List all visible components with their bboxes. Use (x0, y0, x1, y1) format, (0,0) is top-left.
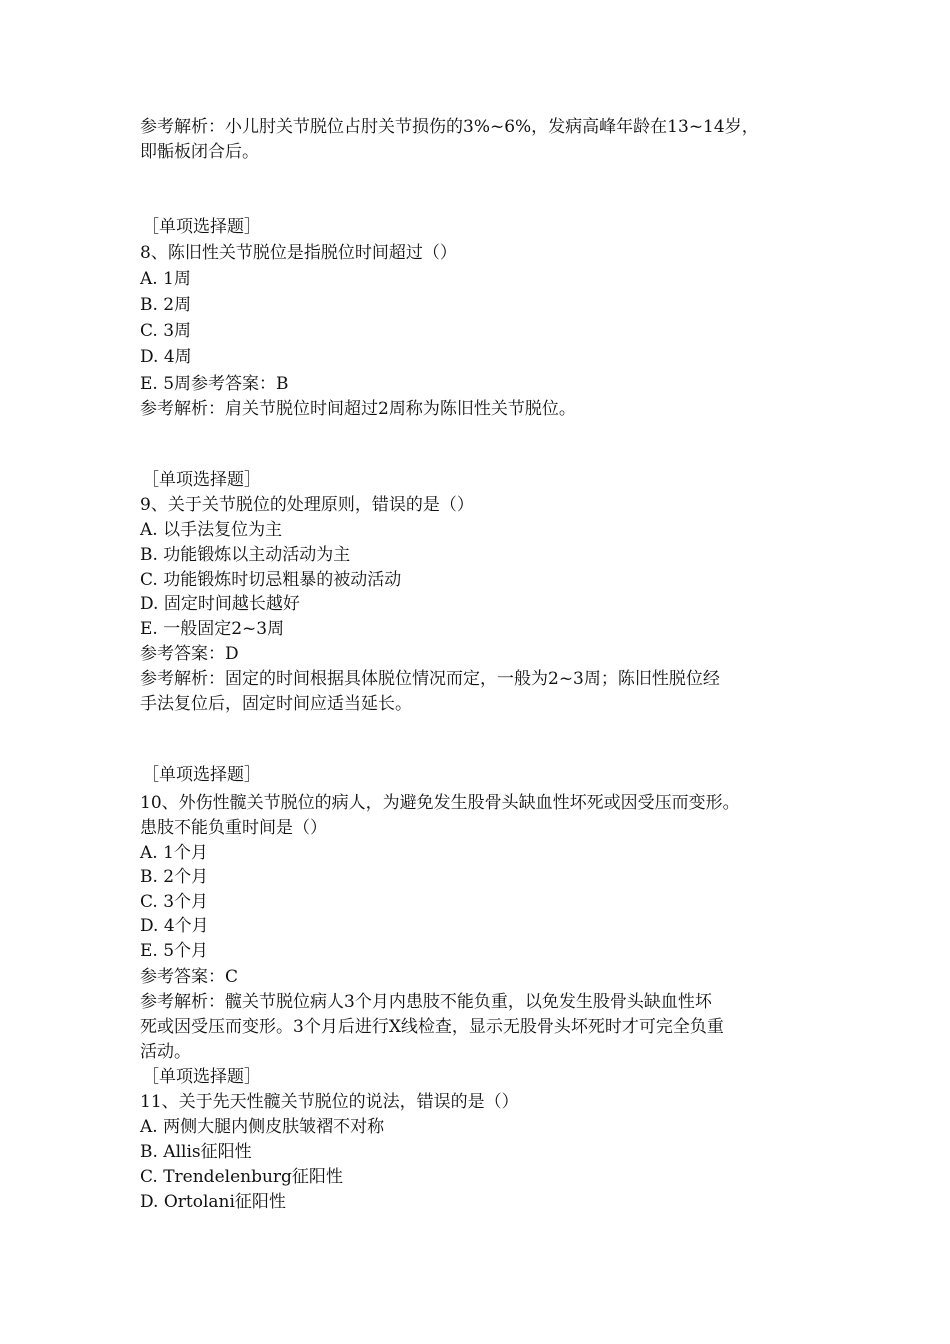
q11-option-a: A. 两侧大腿内侧皮肤皱褶不对称 (140, 1117, 385, 1137)
q10-explanation-line-2: 死或因受压而变形。3个月后进行X线检查，显示无股骨头坏死时才可完全负重 (140, 1017, 724, 1037)
q7-explanation-line-1: 参考解析：小儿肘关节脱位占肘关节损伤的3%~6%，发病高峰年龄在13~14岁， (140, 117, 759, 137)
q10-option-c: C. 3个月 (140, 892, 209, 912)
q9-explanation-line-2: 手法复位后，固定时间应适当延长。 (140, 694, 412, 714)
q10-question-line-2: 患肢不能负重时间是（） (140, 818, 327, 838)
q9-option-d: D. 固定时间越长越好 (140, 594, 300, 614)
q9-answer: 参考答案：D (140, 644, 239, 664)
q8-explanation: 参考解析：肩关节脱位时间超过2周称为陈旧性关节脱位。 (140, 399, 576, 419)
q9-option-e: E. 一般固定2~3周 (140, 619, 285, 639)
q10-type-tag: ［单项选择题］ (142, 765, 261, 785)
q8-option-b: B. 2周 (140, 295, 192, 315)
q11-option-b: B. Allis征阳性 (140, 1142, 252, 1162)
q9-question: 9、关于关节脱位的处理原则，错误的是（） (140, 495, 474, 515)
q8-option-a: A. 1周 (140, 269, 191, 289)
q9-option-c: C. 功能锻炼时切忌粗暴的被动活动 (140, 570, 402, 590)
q10-option-a: A. 1个月 (140, 843, 208, 863)
q10-option-b: B. 2个月 (140, 867, 209, 887)
q9-option-a: A. 以手法复位为主 (140, 520, 283, 540)
q8-type-tag: ［单项选择题］ (142, 217, 261, 237)
q10-question-line-1: 10、外伤性髋关节脱位的病人，为避免发生股骨头缺血性坏死或因受压而变形。 (140, 793, 740, 813)
q10-explanation-line-1: 参考解析：髋关节脱位病人3个月内患肢不能负重，以免发生股骨头缺血性坏 (140, 992, 712, 1012)
q9-option-b: B. 功能锻炼以主动活动为主 (140, 545, 351, 565)
q11-question: 11、关于先天性髋关节脱位的说法，错误的是（） (140, 1092, 519, 1112)
q8-question: 8、陈旧性关节脱位是指脱位时间超过（） (140, 243, 457, 263)
q10-option-d: D. 4个月 (140, 916, 209, 936)
q11-type-tag: ［单项选择题］ (142, 1067, 261, 1087)
q11-option-d: D. Ortolani征阳性 (140, 1192, 286, 1212)
q10-answer: 参考答案：C (140, 967, 239, 987)
q8-option-e-answer: E. 5周参考答案：B (140, 374, 289, 394)
q10-option-e: E. 5个月 (140, 941, 209, 961)
q9-explanation-line-1: 参考解析：固定的时间根据具体脱位情况而定，一般为2~3周；陈旧性脱位经 (140, 669, 720, 689)
q8-option-c: C. 3周 (140, 321, 192, 341)
q8-option-d: D. 4周 (140, 347, 192, 367)
q11-option-c: C. Trendelenburg征阳性 (140, 1167, 343, 1187)
q7-explanation-line-2: 即骺板闭合后。 (140, 142, 259, 162)
q10-explanation-line-3: 活动。 (140, 1042, 191, 1062)
q9-type-tag: ［单项选择题］ (142, 470, 261, 490)
